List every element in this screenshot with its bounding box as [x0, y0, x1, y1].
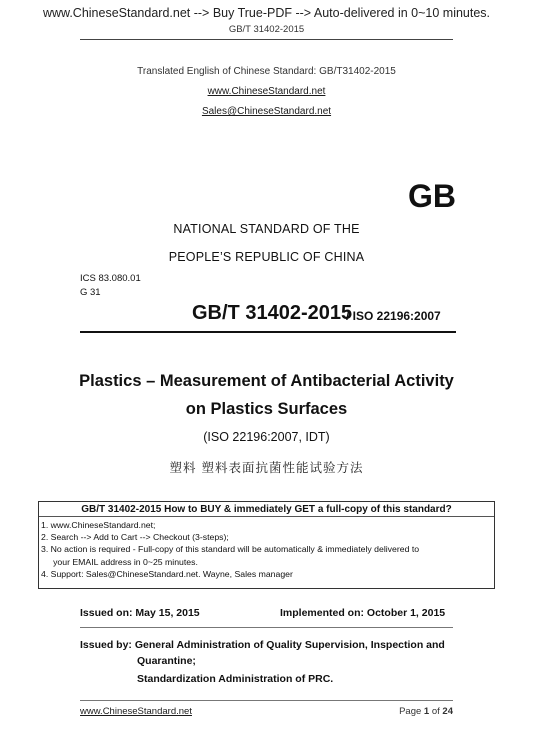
chinese-title: 塑料 塑料表面抗菌性能试验方法 — [169, 460, 364, 475]
purchase-step: your EMAIL address in 0~25 minutes. — [41, 556, 198, 567]
translation-note: Translated English of Chinese Standard: GB/T31402-2015 — [137, 66, 396, 77]
email-link[interactable]: Sales@ChineseStandard.net — [201, 106, 332, 117]
header-divider — [80, 39, 453, 40]
footer-website-link[interactable]: www.ChineseStandard.net — [80, 706, 192, 717]
iso-equivalent: / ISO 22196:2007 — [346, 309, 441, 323]
dates-divider — [80, 627, 453, 628]
top-banner: www.ChineseStandard.net --> Buy True-PDF --> Auto-delivered in 0~10 minutes. — [42, 6, 491, 20]
iso-idt: (ISO 22196:2007, IDT) — [203, 430, 330, 444]
footer-website-wrap — [80, 706, 192, 717]
page-label: Page — [399, 706, 424, 717]
issuer-line1: Issued by: General Administration of Quality Supervision, Inspection and — [80, 639, 445, 651]
page-number — [399, 706, 453, 717]
header-doc-code: GB/T 31402-2015 — [228, 24, 305, 35]
purchase-step: 2. Search --> Add to Cart --> Checkout (3-steps); — [41, 532, 229, 543]
issuer-line3: Standardization Administration of PRC. — [137, 673, 334, 685]
implemented-date: Implemented on: October 1, 2015 — [280, 607, 446, 619]
purchase-info-box — [38, 501, 495, 589]
purchase-step: 3. No action is required - Full-copy of this standard will be automatically & immediately delivered to — [41, 544, 420, 555]
page-total: 24 — [442, 706, 453, 717]
purchase-step: 1. www.ChineseStandard.net; — [41, 520, 156, 530]
purchase-steps — [41, 519, 419, 580]
national-standard-line1: NATIONAL STANDARD OF THE — [173, 222, 360, 236]
category-code: G 31 — [80, 287, 101, 298]
gb-logo: GB — [408, 178, 456, 214]
issuer-line2: Quarantine; — [137, 655, 196, 667]
standard-number: GB/T 31402-2015 — [192, 302, 353, 324]
email-link-wrap — [0, 106, 533, 117]
footer-divider — [80, 700, 453, 701]
page-of: of — [429, 706, 443, 717]
issued-date: Issued on: May 15, 2015 — [80, 607, 200, 619]
document-title-line1: Plastics – Measurement of Antibacterial Activity — [79, 372, 454, 390]
purchase-box-title: GB/T 31402-2015 How to BUY & immediately GET a full-copy of this standard? — [81, 504, 452, 515]
purchase-box-divider — [39, 516, 494, 517]
website-link[interactable]: www.ChineseStandard.net — [207, 86, 326, 97]
ics-code: ICS 83.080.01 — [80, 273, 141, 284]
national-standard-line2: PEOPLE’S REPUBLIC OF CHINA — [168, 250, 365, 264]
document-title-line2: on Plastics Surfaces — [185, 400, 348, 418]
purchase-step: 4. Support: Sales@ChineseStandard.net. Wayne, Sales manager — [41, 568, 293, 579]
website-link-wrap — [0, 86, 533, 97]
page-current: 1 — [423, 706, 430, 717]
title-divider — [80, 331, 456, 333]
